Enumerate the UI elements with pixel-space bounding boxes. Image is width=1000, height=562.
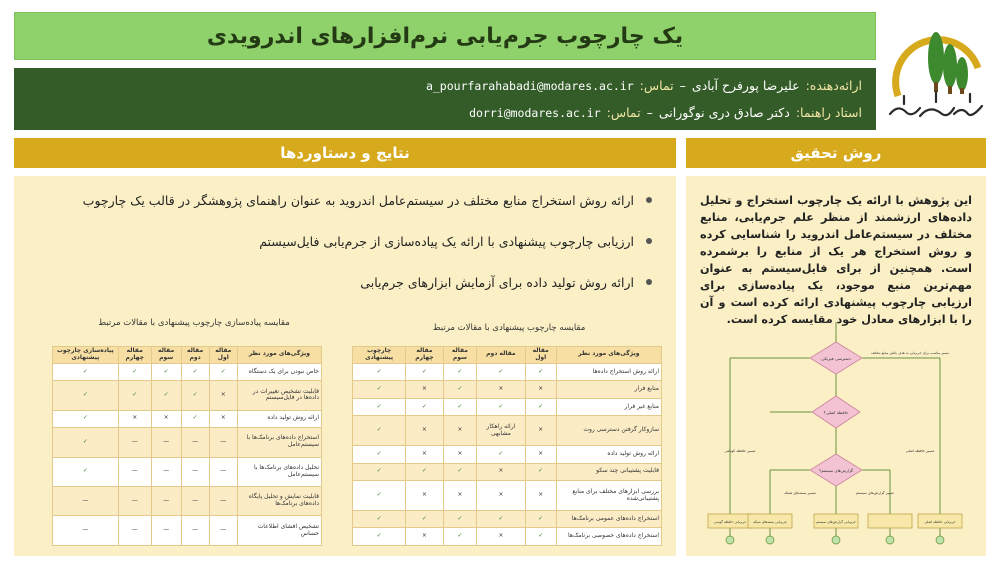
flow-box	[868, 514, 912, 528]
table-cell: ✓	[525, 463, 556, 481]
table-cell: استخراج داده‌های خصوصی برنامک‌ها	[556, 528, 661, 546]
table-cell: منابع غیر فرار	[556, 398, 661, 416]
presenter-name: علیرضا پورفرح آبادی	[691, 78, 800, 93]
table-cell: —	[118, 457, 151, 486]
comparison-table-implementation	[52, 346, 322, 546]
table-cell: ✓	[353, 416, 406, 446]
table-cell: ×	[209, 381, 237, 410]
table-cell: ×	[477, 528, 525, 546]
table-cell: ×	[406, 446, 443, 464]
table-cell: ✓	[118, 363, 151, 380]
advisor-contact-label: تماس:	[606, 105, 641, 120]
flow-box-label: جرم‌یابی گزارش‌های سیستم	[816, 520, 856, 524]
table-cell: ✓	[151, 381, 181, 410]
table-header-cell: پیاده‌سازی چارچوب پیشنهادی	[53, 347, 119, 364]
table-cell: ✓	[525, 398, 556, 416]
table-cell: —	[118, 486, 151, 515]
table-cell: ×	[443, 416, 477, 446]
table-cell: ✓	[525, 528, 556, 546]
advisor-sep: –	[646, 105, 653, 120]
table-row	[53, 363, 322, 380]
table-cell: —	[53, 486, 119, 515]
table-cell: ×	[443, 481, 477, 511]
table-cell: ✓	[477, 363, 525, 381]
table-cell: ✓	[181, 381, 209, 410]
table-cell: ×	[477, 381, 525, 399]
table-cell: —	[209, 428, 237, 457]
table-cell: ارائه روش تولید داده	[556, 446, 661, 464]
table-header-cell: مقاله اول	[209, 347, 237, 364]
table-cell: ✓	[477, 446, 525, 464]
table-cell: خاص نبودن برای یک دستگاه	[237, 363, 321, 380]
table-row	[53, 410, 322, 427]
table-cell: ✓	[477, 510, 525, 528]
university-logo	[884, 18, 988, 128]
table-cell: ✓	[443, 363, 477, 381]
table-cell: ✓	[353, 481, 406, 511]
table-cell: ×	[477, 481, 525, 511]
table-row	[353, 510, 662, 528]
table-cell: ✓	[53, 381, 119, 410]
advisor-name: دکتر صادق دری نوگورانی	[658, 105, 790, 120]
table-cell: استخراج داده‌های برنامک‌ها با سیستم‌عامل	[237, 428, 321, 457]
table-cell: منابع فرار	[556, 381, 661, 399]
flow-edge-3: مسیر حافظه اصلی	[905, 449, 935, 453]
table-cell: —	[209, 516, 237, 546]
flow-end-node	[726, 536, 734, 544]
table-cell: ✓	[181, 363, 209, 380]
flow-edge-1: مسیر مناسب برای جرم‌یابی به هدف یافتن منابع مختلف	[871, 351, 949, 355]
table-cell: ✓	[443, 398, 477, 416]
flow-d1-label: دسترسی فیزیکی	[821, 356, 851, 361]
table-cell: ✓	[443, 463, 477, 481]
table-cell: —	[53, 516, 119, 546]
table-cell: ✓	[353, 528, 406, 546]
table-header-cell: مقاله سوم	[151, 347, 181, 364]
table-cell: ×	[209, 410, 237, 427]
table-row	[53, 381, 322, 410]
table-cell: ✓	[353, 398, 406, 416]
table-cell: ✓	[525, 510, 556, 528]
results-bullet: ارزیابی چارچوب پیشنهادی با ارائه یک پیاده‌سازی از جرم‌یابی فایل‌سیستم	[36, 231, 656, 272]
table-cell: بررسی ابزارهای مختلف برای منابع پشتیبانی‌شده	[556, 481, 661, 511]
table-cell: ✓	[406, 510, 443, 528]
table-cell: ✓	[477, 398, 525, 416]
table-cell: تشخیص افشای اطلاعات حساس	[237, 516, 321, 546]
table-cell: ×	[406, 416, 443, 446]
flow-edge-5: مسیر بسته‌های شبکه	[784, 491, 816, 495]
table-row	[353, 416, 662, 446]
author-info-bar	[14, 68, 876, 130]
flow-box-label: جرم‌یابی بسته‌های شبکه	[753, 520, 787, 524]
table-cell: سازوکار گرفتن دسترسی روت	[556, 416, 661, 446]
table-cell: ✓	[443, 510, 477, 528]
table-header-cell: مقاله دوم	[477, 347, 525, 364]
table-cell: ×	[406, 528, 443, 546]
presenter-sep: –	[679, 78, 686, 93]
table-cell: ✓	[353, 510, 406, 528]
table-cell: ×	[151, 410, 181, 427]
table2-caption: مقایسه چارچوب پیشنهادی با مقالات مرتبط	[432, 323, 586, 333]
table-cell: قابلیت پشتیبانی چند سکو	[556, 463, 661, 481]
table-cell: ✓	[209, 363, 237, 380]
table1-caption: مقایسه پیاده‌سازی چارچوب پیشنهادی با مقالات مرتبط	[98, 318, 290, 328]
table-cell: —	[151, 457, 181, 486]
presenter-contact-label: تماس:	[639, 78, 674, 93]
table-header-cell: مقاله سوم	[443, 347, 477, 364]
table-cell: ×	[406, 481, 443, 511]
table-cell: ✓	[406, 363, 443, 381]
poster-title: یک چارچوب جرم‌یابی نرم‌افزارهای اندرویدی	[206, 23, 684, 49]
table-row	[353, 363, 662, 381]
table-cell: قابلیت تشخیص تغییرات در داده‌ها در فایل‌سیستم	[237, 381, 321, 410]
presenter-line	[28, 72, 862, 99]
table-row	[353, 528, 662, 546]
table-cell: —	[118, 516, 151, 546]
table-cell: قابلیت نمایش و تحلیل پایگاه داده‌های برنامک‌ها	[237, 486, 321, 515]
table-row	[353, 398, 662, 416]
advisor-label: استاد راهنما:	[795, 105, 862, 120]
table-row	[53, 486, 322, 515]
table-cell: ✓	[53, 363, 119, 380]
advisor-line	[28, 99, 862, 126]
results-bullet: ارائه روش استخراج منابع مختلف در سیستم‌عامل اندروید به عنوان راهنمای پژوهشگر در قالب یک چارچوب	[36, 190, 656, 231]
table-header-cell: مقاله اول	[525, 347, 556, 364]
table-cell: ×	[525, 381, 556, 399]
method-panel	[686, 176, 986, 556]
table-cell: —	[151, 516, 181, 546]
results-panel	[14, 176, 676, 556]
table-row	[353, 381, 662, 399]
table-row	[53, 428, 322, 457]
table-cell: ×	[525, 446, 556, 464]
table-cell: ✓	[443, 528, 477, 546]
table-cell: ✓	[53, 410, 119, 427]
flow-edge-2: مسیر حافظه کوتاهی	[724, 449, 756, 453]
comparison-table-framework	[352, 346, 662, 546]
poster-title-bar	[14, 12, 876, 60]
flow-box-label: جرم‌یابی حافظه اصلی	[924, 520, 956, 524]
table-cell: ارائه روش تولید داده	[237, 410, 321, 427]
logo-calligraphy	[890, 92, 982, 116]
flow-d2-label: حافظه اصلی؟	[823, 410, 849, 415]
table-cell: ×	[525, 481, 556, 511]
table-header-cell: مقاله چهارم	[406, 347, 443, 364]
table-cell: ✓	[53, 457, 119, 486]
table-cell: ✓	[53, 428, 119, 457]
table-cell: —	[151, 428, 181, 457]
flow-end-node	[766, 536, 774, 544]
table-cell: ×	[525, 416, 556, 446]
table-cell: ✓	[525, 363, 556, 381]
table-cell: ×	[443, 446, 477, 464]
table-header-row	[53, 347, 322, 364]
table-row	[353, 463, 662, 481]
table-row	[53, 457, 322, 486]
table-row	[353, 481, 662, 511]
table-cell: —	[181, 516, 209, 546]
table-cell: —	[118, 428, 151, 457]
flow-end-node	[936, 536, 944, 544]
table-cell: ×	[406, 381, 443, 399]
table-cell: ✓	[353, 381, 406, 399]
table-cell: ✓	[406, 398, 443, 416]
presenter-email[interactable]: a_pourfarahabadi@modares.ac.ir	[425, 78, 634, 93]
flow-box-label: جرم‌یابی حافظه گوشی	[713, 520, 747, 524]
method-heading: روش تحقیق	[686, 138, 986, 168]
table-cell: ×	[477, 463, 525, 481]
results-bullet: ارائه روش تولید داده برای آزمایش ابزارهای جرم‌یابی	[36, 272, 656, 313]
table-cell: ×	[118, 410, 151, 427]
table-cell: —	[209, 457, 237, 486]
table-cell: —	[209, 486, 237, 515]
table-cell: ✓	[406, 463, 443, 481]
table-cell: ✓	[353, 446, 406, 464]
table-cell: ارائه راهکار مشابهی	[477, 416, 525, 446]
flow-d3-label: گزارش‌های سیستم؟	[819, 468, 853, 473]
flow-edge-4: مسیر گزارش‌های سیستم	[856, 491, 894, 495]
flow-end-node	[832, 536, 840, 544]
flow-end-node	[886, 536, 894, 544]
advisor-email[interactable]: dorri@modares.ac.ir	[469, 105, 601, 120]
table-cell: ✓	[353, 463, 406, 481]
table-cell: —	[151, 486, 181, 515]
table-row	[353, 446, 662, 464]
table-row	[53, 516, 322, 546]
table-cell: ✓	[118, 381, 151, 410]
table-header-cell: مقاله چهارم	[118, 347, 151, 364]
table-header-cell: مقاله دوم	[181, 347, 209, 364]
table-cell: ✓	[353, 363, 406, 381]
table-cell: ✓	[151, 363, 181, 380]
table-header-row	[353, 347, 662, 364]
table-header-cell: ویژگی‌های مورد نظر	[556, 347, 661, 364]
table-cell: ✓	[443, 381, 477, 399]
table-cell: ارائه روش استخراج داده‌ها	[556, 363, 661, 381]
table-cell: —	[181, 428, 209, 457]
results-heading: نتایج و دستاوردها	[14, 138, 676, 168]
table-cell: استخراج داده‌های عمومی برنامک‌ها	[556, 510, 661, 528]
presenter-label: ارائه‌دهنده:	[805, 78, 862, 93]
table-header-cell: ویژگی‌های مورد نظر	[237, 347, 321, 364]
table-cell: تحلیل داده‌های برنامک‌ها با سیستم‌عامل	[237, 457, 321, 486]
results-bullets	[36, 190, 656, 313]
table-cell: —	[181, 486, 209, 515]
table-cell: ✓	[181, 410, 209, 427]
table-cell: —	[181, 457, 209, 486]
method-description: این پژوهش با ارائه یک چارچوب استخراج و تحلیل داده‌های ارزشمند از منظر علم جرم‌یابی، منابع مختلف در سیستم‌عامل اندروید را شناسایی کرده و روش استخراج هر یک از منابع را برشمرده است. همچنین از برای فایل‌سیستم به عنوان مهم‌ترین منبع موجود، یک پیاده‌سازی برای ارزیابی چارچوب پیشنهادی ارائه کرده است و آن را با ابزارهای معادل خود مقایسه کرده است.	[700, 194, 972, 326]
table-header-cell: چارچوب پیشنهادی	[353, 347, 406, 364]
method-flowchart	[700, 322, 972, 546]
